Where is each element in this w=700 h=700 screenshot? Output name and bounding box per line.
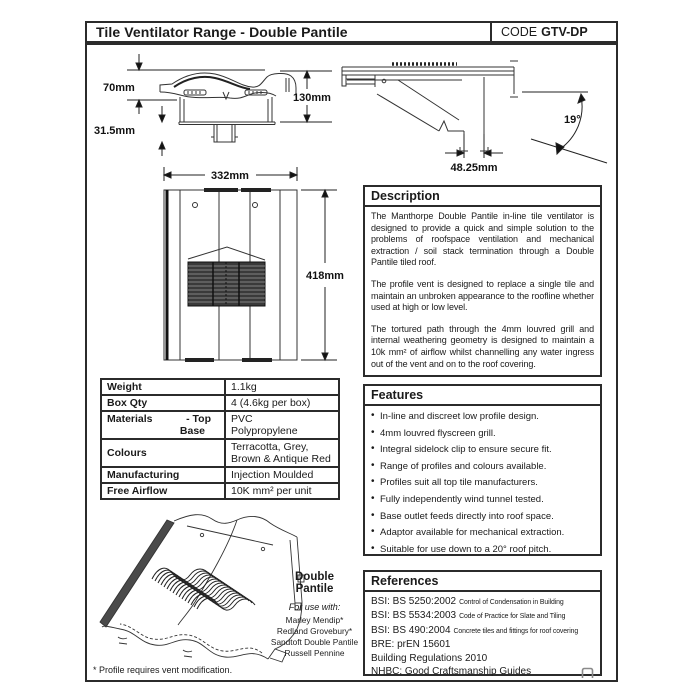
table-row-weight <box>101 379 339 395</box>
dim-70mm-label: 70mm <box>103 82 135 94</box>
plan-view-drawing <box>149 157 361 375</box>
content-frame <box>85 43 618 682</box>
table-row-box-qty <box>101 395 339 411</box>
description-paragraph: The tortured path through the 4mm louvred grill and internal weathering geometry is designed to maintain a 10k mm² of airflow whilst channelling any water ingress out of the vent and on to the roof covering. <box>371 323 594 369</box>
references-panel <box>363 570 602 676</box>
dim-19deg-label: 19° <box>564 114 581 126</box>
tile-profile-caption <box>267 571 362 659</box>
header-bar <box>85 21 618 43</box>
louvre-grill-hatch <box>152 568 255 610</box>
profile-name-line1: Double <box>295 571 334 583</box>
description-title: Description <box>365 187 600 207</box>
manthorpe-watermark-icon <box>581 667 594 678</box>
feature-item: • In-line and discreet low profile design. <box>371 410 539 422</box>
row-label: Manufacturing <box>101 467 225 483</box>
code-label: CODE <box>501 25 538 39</box>
feature-item: • Suitable for use down to a 20° roof pitch. <box>371 542 552 555</box>
bullet-icon: • <box>371 509 375 521</box>
row-label: Colours <box>101 439 225 467</box>
table-row-colours <box>101 439 339 467</box>
page-title: Tile Ventilator Range - Double Pantile <box>96 24 348 40</box>
footnote: * Profile requires vent modification. <box>93 665 233 675</box>
side-view-drawing <box>335 50 620 177</box>
product-code <box>490 23 616 41</box>
features-title: Features <box>365 386 600 406</box>
profile-name-line2: Pantile <box>295 583 334 595</box>
feature-item: • Range of profiles and colours available. <box>371 459 547 472</box>
row-label: Free Airflow <box>101 483 225 499</box>
description-paragraph: The profile vent is designed to replace a single tile and maintain an unbroken appearance to the roofline whether used at high or low level. <box>371 278 594 313</box>
materials-label: Materials <box>107 413 153 425</box>
dim-31-5mm-label: 31.5mm <box>94 125 135 137</box>
features-panel <box>363 384 602 556</box>
dim-48-25mm-label: 48.25mm <box>450 162 498 174</box>
feature-item: • Profiles suit all top tile manufacturers. <box>371 476 538 489</box>
colours-line2: Brown & Antique Red <box>231 453 331 465</box>
reference-item: NHBC: Good Craftsmanship Guides <box>371 666 532 678</box>
references-title: References <box>365 572 600 592</box>
compatible-tile-item: Redland Grovebury* <box>276 626 353 636</box>
row-value <box>225 411 339 439</box>
reference-item: Building Regulations 2010 <box>371 652 488 664</box>
bullet-icon: • <box>371 542 375 554</box>
description-panel <box>363 185 602 377</box>
feature-item: • Integral sidelock clip to ensure secure fit. <box>371 443 552 456</box>
for-use-with-label: For use with: <box>288 602 341 612</box>
materials-base-value: Polypropylene <box>231 425 298 437</box>
row-value: 4 (4.6kg per box) <box>225 395 339 411</box>
description-paragraph: The Manthorpe Double Pantile in-line tile ventilator is designed to provide a quick and simple solution to the problems of roofspace ventilation and mechanical extraction / soil stack termination through a Double Pantile tiled roof. <box>371 211 594 268</box>
feature-item: • Fully independently wind tunnel tested. <box>371 492 544 505</box>
compatible-tile-item: Russell Pennine <box>284 648 345 658</box>
front-view-drawing <box>90 52 340 157</box>
table-row-free-airflow <box>101 483 339 499</box>
dim-130mm-label: 130mm <box>293 92 331 104</box>
materials-top-label: - Top <box>186 413 211 425</box>
reference-item: BSI: BS 5534:2003 Code of Practice for Slate and Tiling <box>371 610 566 622</box>
table-row-materials <box>101 411 339 439</box>
row-label <box>101 411 225 439</box>
row-value: 1.1kg <box>225 379 339 395</box>
spec-table <box>100 378 340 500</box>
bullet-icon: • <box>371 526 375 538</box>
row-value: 10K mm² per unit <box>225 483 339 499</box>
compatible-tile-item: Sandtoft Double Pantile <box>270 637 359 647</box>
row-label: Weight <box>101 379 225 395</box>
compatible-tile-item: Marley Mendip* <box>285 615 344 625</box>
bullet-icon: • <box>371 426 375 438</box>
materials-top-value: PVC <box>231 413 253 425</box>
feature-item: • 4mm louvred flyscreen grill. <box>371 426 496 439</box>
row-value <box>225 439 339 467</box>
row-value: Injection Moulded <box>225 467 339 483</box>
feature-item: • Adaptor available for mechanical extraction. <box>371 526 565 539</box>
bullet-icon: • <box>371 443 375 455</box>
table-row-manufacturing <box>101 467 339 483</box>
reference-item: BRE: prEN 15601 <box>371 639 451 651</box>
materials-base-label: Base <box>179 425 205 437</box>
row-label: Box Qty <box>101 395 225 411</box>
bullet-icon: • <box>371 410 375 421</box>
feature-item: • Base outlet feeds directly into roof space. <box>371 509 554 522</box>
bullet-icon: • <box>371 476 375 488</box>
reference-item: BSI: BS 490:2004 Concrete tiles and fittings for roof covering <box>371 624 579 636</box>
code-value: GTV-DP <box>541 25 588 39</box>
bullet-icon: • <box>371 459 375 471</box>
bullet-icon: • <box>371 492 375 504</box>
reference-item: BSI: BS 5250:2002 Control of Condensation in Building <box>371 596 564 607</box>
colours-line1: Terracotta, Grey, <box>231 441 309 453</box>
dim-418mm-label: 418mm <box>306 270 344 282</box>
dim-332mm-label: 332mm <box>211 170 249 182</box>
